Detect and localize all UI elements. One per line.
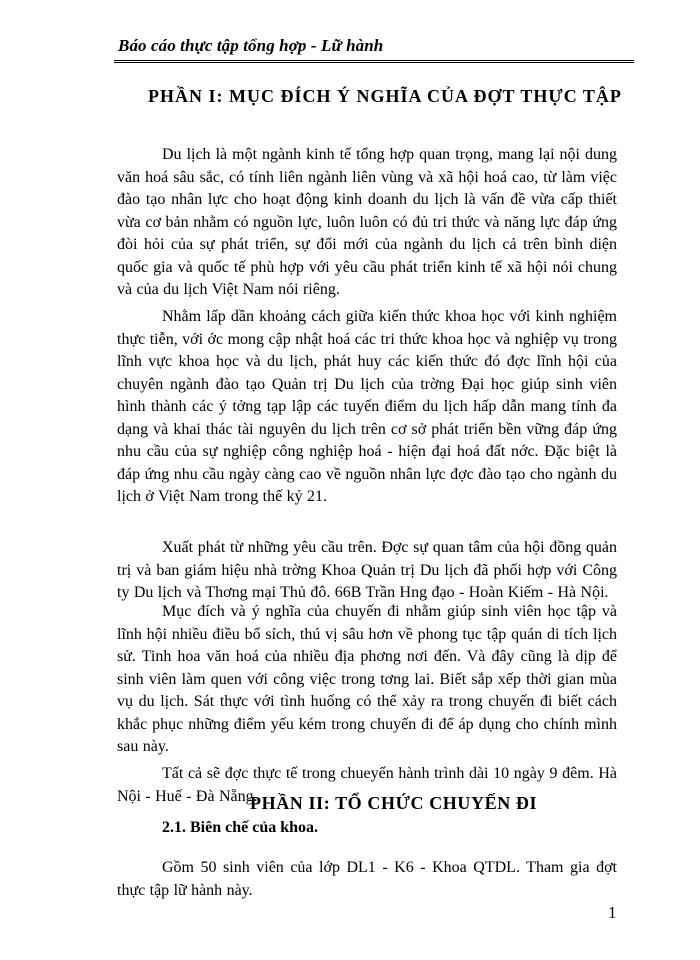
section-2-1-paragraph: Gồm 50 sinh viên của lớp DL1 - K6 - Khoa QTDL. Tham gia đợt thực tập lữ hành này. — [117, 859, 617, 899]
section-1-paragraph-3: Xuất phát từ những yêu cầu trên. Đợc sự quan tâm của hội đồng quản trị và ban giám hiệu nhà trờng Khoa Quản trị Du lịch đã phối hợp với Công ty Du lịch và Thơng mại Thủ đô. 66B Trần Hng đạo - Hoàn Kiếm - Hà Nội. — [117, 539, 617, 601]
page-number: 1 — [608, 903, 617, 922]
section-1-paragraph-2: Nhằm lấp dần khoảng cách giữa kiến thức khoa học với kinh nghiệm thực tiễn, với ớc mong cập nhật hoá các tri thức khoa học và nghiệp vụ trong lĩnh vực khoa học và du lịch, phát huy các kiến thức đó đợc lĩnh hội của chuyên ngành đào tạo Quản trị Du lịch của trờng Đại học giúp sinh viên hình thành các ý tởng tạp lập các tuyến điểm du lịch hấp dẫn mang tính đa dạng và khai thác tài nguyên du lịch trên cơ sở phát triển bền vững đáp ứng nhu cầu của sự nghiệp công nghiệp hoá - hiện đại hoá đất nớc. Đặc biệt là đáp ứng nhu cầu ngày càng cao về nguồn nhân lực đợc đào tạo cho ngành du lịch ở Việt Nam trong thế kỷ 21. — [117, 308, 617, 505]
section-2-heading: PHẦN II: TỔ CHỨC CHUYẾN ĐI — [250, 793, 538, 813]
header-rule — [114, 60, 634, 63]
section-2-1-subheading: 2.1. Biên chế của khoa. — [162, 819, 319, 836]
section-1-heading: PHẦN I: MỤC ĐÍCH Ý NGHĨA CỦA ĐỢT THỰC TẬP — [148, 86, 622, 106]
running-header: Báo cáo thực tập tổng hợp - Lữ hành — [118, 36, 384, 55]
section-1-paragraph-1: Du lịch là một ngành kinh tế tổng hợp quan trọng, mang lại nội dung văn hoá sâu sắc, có tính liên ngành liên vùng và xã hội hoá cao, từ làm việc đào tạo nhân lực cho hoạt động kinh doanh du lịch là vấn đề vừa cấp thiết vừa cơ bản nhằm có nguồn lực, luôn luôn có đủ tri thức và năng lực đáp ứng đòi hỏi của sự phát triển, sự đổi mới của ngành du lịch cả trên bình diện quốc gia và quốc tế phù hợp với yêu cầu phát triển kinh tế xã hội nói chung và của du lịch Việt Nam nói riêng. — [117, 146, 617, 298]
section-1-paragraph-5: Tất cả sẽ đợc thực tế trong chueyến hành trình dài 10 ngày 9 đêm. Hà Nội - Huế - Đà Nẵng. — [117, 765, 617, 805]
section-1-paragraph-4: Mục đích và ý nghĩa của chuyến đi nhằm giúp sinh viên học tập và lĩnh hội nhiều điều bổ sích, thú vị sâu hơn về phong tục tập quán di tích lịch sử. Tinh hoa văn hoá của nhiều địa phơng nơi đến. Và đây cũng là dịp để sinh viên làm quen với công việc trong tơng lai. Biết sắp xếp thời gian mùa vụ du lịch. Sát thực với tình huống có thể xảy ra trong chuyến đi biết cách khắc phục những điểm yếu kém trong chuyến đi để áp dụng cho chính mình sau này. — [117, 603, 617, 755]
